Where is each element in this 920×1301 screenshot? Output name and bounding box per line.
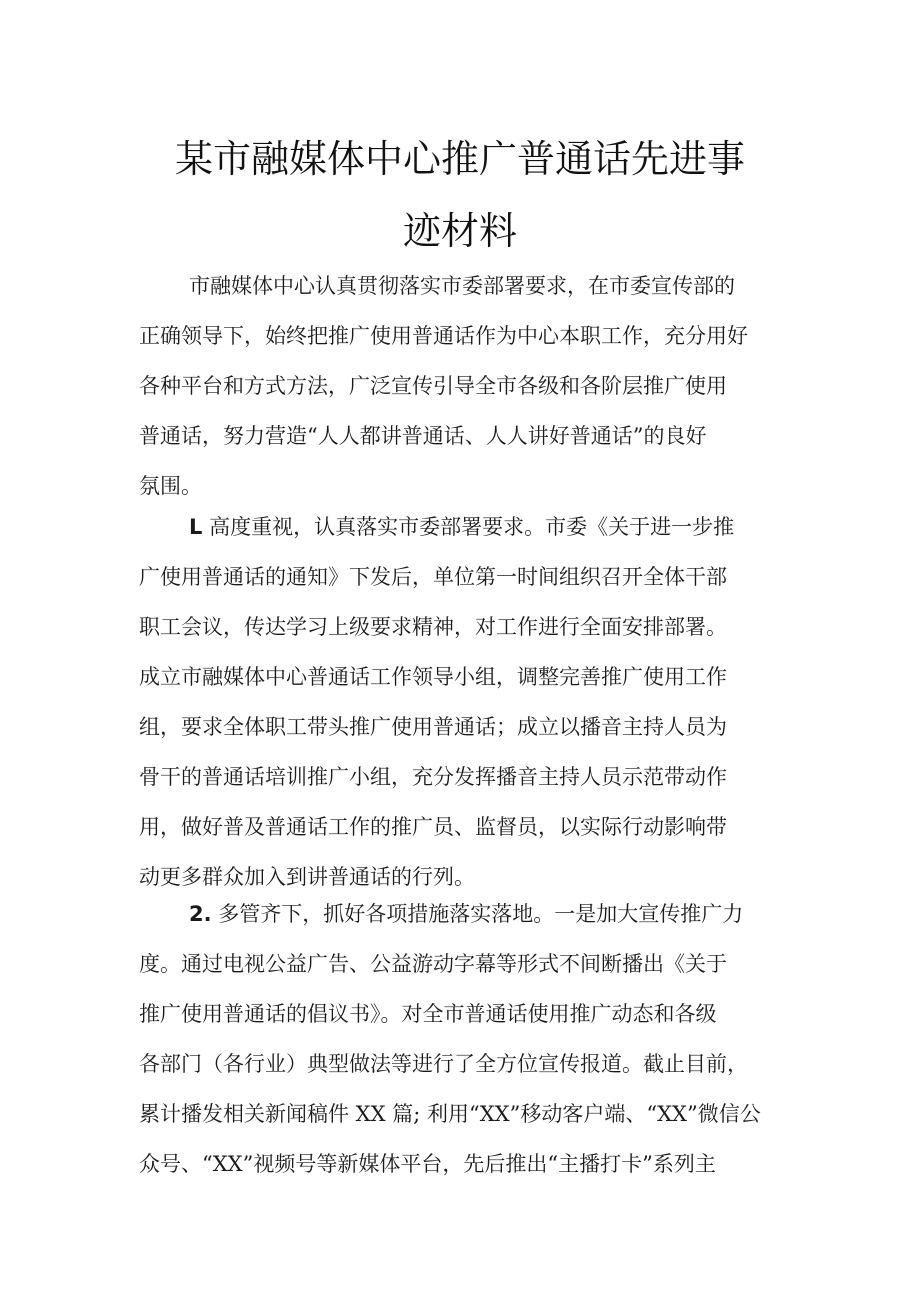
paragraph-line: 推广使用普通话的倡议书》。对全市普通话使用推广动态和各级 xyxy=(139,1002,717,1026)
paragraph-line: 度。通过电视公益广告、公益游动字幕等形式不间断播出《关于 xyxy=(139,952,727,976)
section-1-heading-line xyxy=(189,503,734,551)
section-heading-text: 多管齐下，抓好各项措施落实落地。一是加大宣传推广力 xyxy=(218,902,744,926)
document-title-line-1: 某市融媒体中心推广普通话先进事 xyxy=(174,137,745,181)
document-title-line-2: 迹材料 xyxy=(402,209,517,253)
paragraph-line: 普通话，努力营造“人人都讲普通话、人人讲好普通话”的良好 xyxy=(139,424,707,448)
section-heading-text: 高度重视，认真落实市委部署要求。市委《关于进一步推 xyxy=(209,515,735,539)
paragraph-line: 市融媒体中心认真贯彻落实市委部署要求，在市委宣传部的 xyxy=(189,274,735,298)
paragraph-line: 累计播发相关新闻稿件 XX 篇; 利用“XX”移动客户端、“XX”微信公 xyxy=(139,1102,761,1126)
paragraph-line: 各种平台和方式方法，广泛宣传引导全市各级和各阶层推广使用 xyxy=(139,374,727,398)
paragraph-line: 正确领导下，始终把推广使用普通话作为中心本职工作，充分用好 xyxy=(139,324,748,348)
paragraph-line: 广使用普通话的通知》下发后，单位第一时间组织召开全体干部 xyxy=(139,565,727,589)
paragraph-line: 用，做好普及普通话工作的推广员、监督员，以实际行动影响带 xyxy=(139,815,727,839)
paragraph-line: 动更多群众加入到讲普通话的行列。 xyxy=(139,865,475,889)
paragraph-line: 各部门（各行业）典型做法等进行了全方位宣传报道。截止目前， xyxy=(139,1052,748,1076)
section-2-heading-line xyxy=(189,890,743,938)
paragraph-line: 骨干的普通话培训推广小组，充分发挥播音主持人员示范带动作 xyxy=(139,765,727,789)
paragraph-line: 成立市融媒体中心普通话工作领导小组，调整完善推广使用工作 xyxy=(139,665,727,689)
paragraph-line: 众号、“XX”视频号等新媒体平台，先后推出“主播打卡”系列主 xyxy=(139,1152,716,1176)
paragraph-line: 组，要求全体职工带头推广使用普通话；成立以播音主持人员为 xyxy=(139,715,727,739)
paragraph-line: 氛围。 xyxy=(139,474,202,498)
paragraph-line: 职工会议，传达学习上级要求精神，对工作进行全面安排部署。 xyxy=(139,615,727,639)
section-number: L xyxy=(189,515,203,539)
section-number: 2. xyxy=(189,902,212,926)
